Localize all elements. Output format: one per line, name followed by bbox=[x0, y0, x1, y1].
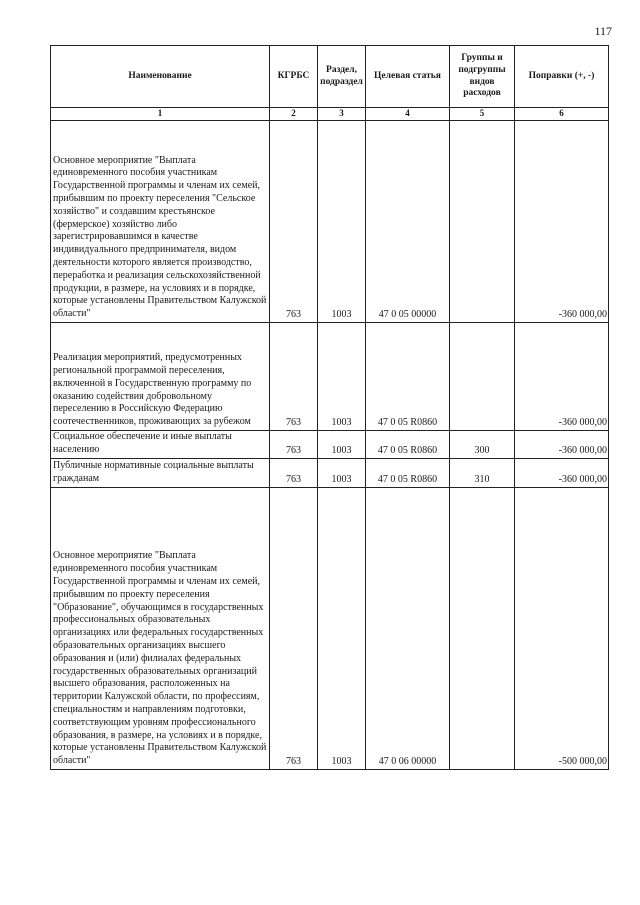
row-target-article: 47 0 05 R0860 bbox=[366, 459, 450, 488]
row-target-article: 47 0 06 00000 bbox=[366, 488, 450, 770]
row-section: 1003 bbox=[318, 459, 366, 488]
header-row bbox=[51, 46, 609, 108]
header-name: Наименование bbox=[51, 46, 270, 108]
table-row bbox=[51, 121, 609, 323]
row-target-article: 47 0 05 R0860 bbox=[366, 431, 450, 459]
header-kgrbs: КГРБС bbox=[270, 46, 318, 108]
row-amount: -500 000,00 bbox=[515, 488, 609, 770]
row-expense-group: 310 bbox=[450, 459, 515, 488]
table-row bbox=[51, 431, 609, 459]
row-kgrbs: 763 bbox=[270, 121, 318, 323]
row-name: Социальное обеспечение и иные выплаты населению bbox=[51, 431, 270, 459]
row-kgrbs: 763 bbox=[270, 323, 318, 431]
row-target-article: 47 0 05 00000 bbox=[366, 121, 450, 323]
row-kgrbs: 763 bbox=[270, 488, 318, 770]
row-name: Публичные нормативные социальные выплаты гражданам bbox=[51, 459, 270, 488]
row-section: 1003 bbox=[318, 488, 366, 770]
row-amount: -360 000,00 bbox=[515, 459, 609, 488]
column-number: 5 bbox=[450, 108, 515, 121]
row-amount: -360 000,00 bbox=[515, 121, 609, 323]
row-section: 1003 bbox=[318, 121, 366, 323]
column-number: 4 bbox=[366, 108, 450, 121]
row-target-article: 47 0 05 R0860 bbox=[366, 323, 450, 431]
column-number: 6 bbox=[515, 108, 609, 121]
row-amount: -360 000,00 bbox=[515, 431, 609, 459]
header-target-article: Целевая статья bbox=[366, 46, 450, 108]
page-number: 117 bbox=[594, 24, 612, 38]
row-section: 1003 bbox=[318, 323, 366, 431]
row-kgrbs: 763 bbox=[270, 431, 318, 459]
row-name: Реализация мероприятий, предусмотренных региональной программой переселения, включенной в Государственную программу по оказанию содействия добровольному переселению в Российскую Федерацию соотечественников, проживающих за рубежом bbox=[51, 323, 270, 431]
row-expense-group bbox=[450, 488, 515, 770]
header-expense-groups: Группы и подгруппы видов расходов bbox=[450, 46, 515, 108]
column-number: 2 bbox=[270, 108, 318, 121]
row-name: Основное мероприятие "Выплата единовременного пособия участникам Государственной программы и членам их семей, прибывшим по проекту переселения "Образование", обучающимся в государственных профессиональных образовательных организациях или федеральных государственных образовательных организациях высшего образования и (или) филиалах федеральных государственных образовательных организаций высшего образования, расположенных на территории Калужской области, по профессиям, специальностям и направлениям подготовки, соответствующим уровням профессионального образования, в размере, на условиях и в порядке, которые установлены Правительством Калужской области" bbox=[51, 488, 270, 770]
column-number: 1 bbox=[51, 108, 270, 121]
row-kgrbs: 763 bbox=[270, 459, 318, 488]
budget-table bbox=[50, 45, 609, 770]
table-row bbox=[51, 459, 609, 488]
column-number: 3 bbox=[318, 108, 366, 121]
row-expense-group bbox=[450, 121, 515, 323]
header-section: Раздел, подраздел bbox=[318, 46, 366, 108]
table-row bbox=[51, 488, 609, 770]
row-expense-group: 300 bbox=[450, 431, 515, 459]
header-amendments: Поправки (+, -) bbox=[515, 46, 609, 108]
table-row bbox=[51, 323, 609, 431]
column-number-row bbox=[51, 108, 609, 121]
row-amount: -360 000,00 bbox=[515, 323, 609, 431]
row-name: Основное мероприятие "Выплата единовременного пособия участникам Государственной программы и членам их семей, прибывшим по проекту переселения "Сельское хозяйство" и создавшим крестьянское (фермерское) хозяйство либо зарегистрировавшимся в качестве индивидуального предпринимателя, видом деятельности которого является производство, переработка и реализация сельскохозяйственной продукции, в размере, на условиях и в порядке, которые установлены Правительством Калужской области" bbox=[51, 121, 270, 323]
row-expense-group bbox=[450, 323, 515, 431]
row-section: 1003 bbox=[318, 431, 366, 459]
